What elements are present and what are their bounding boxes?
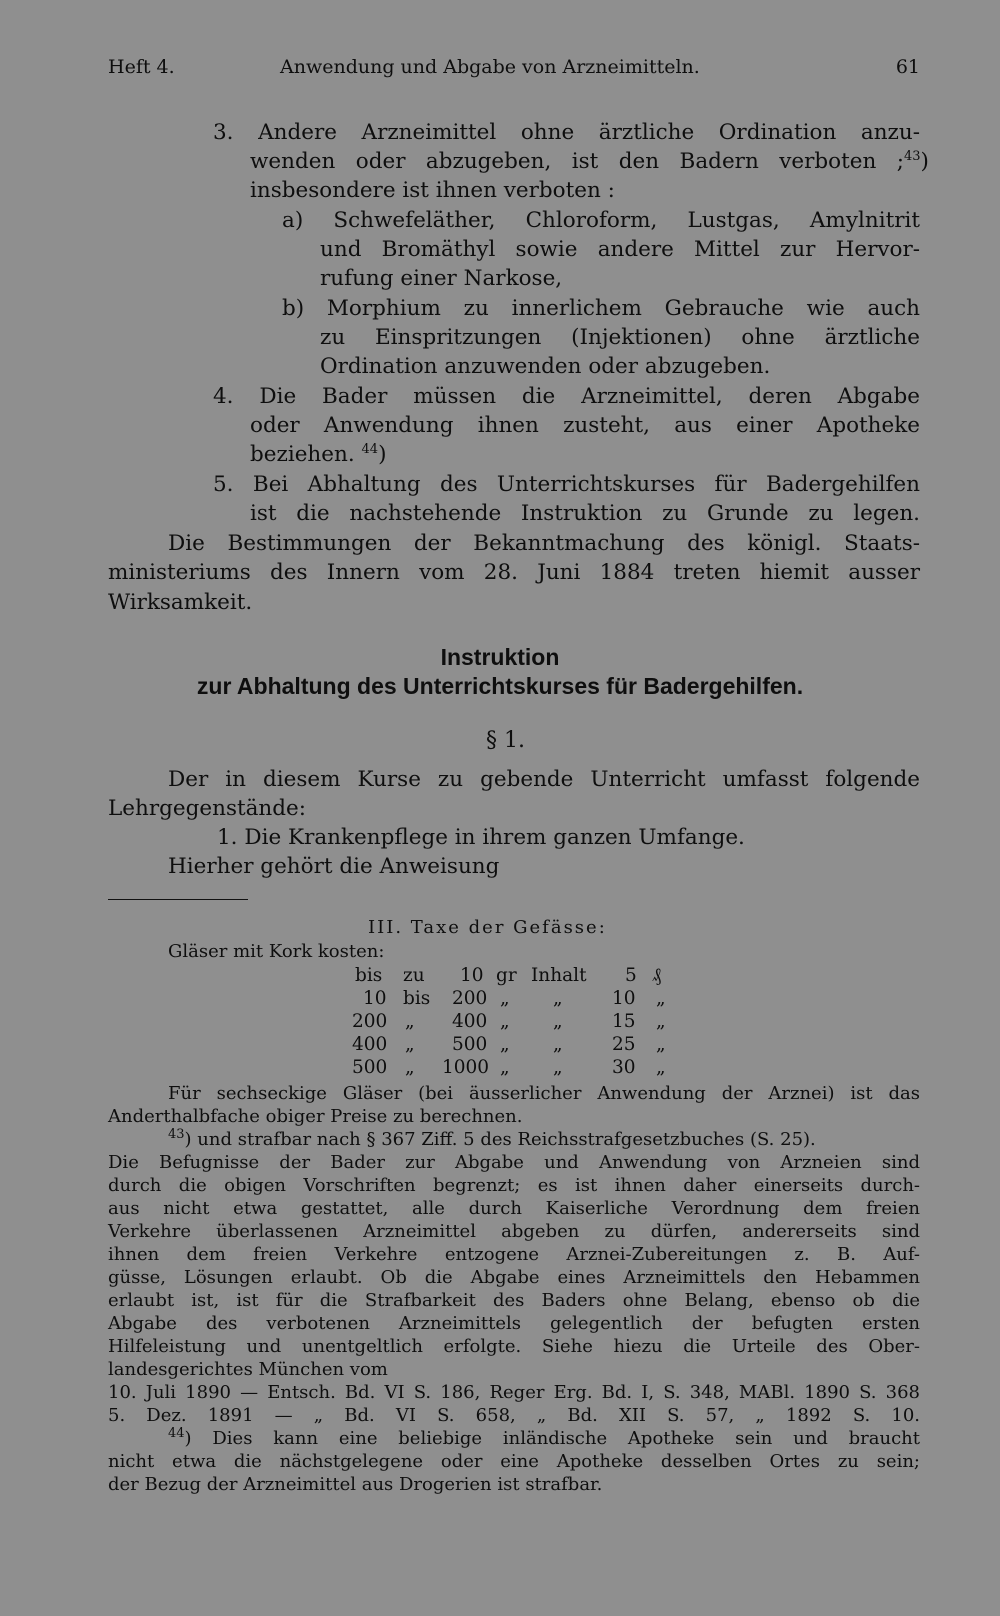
body-line: und Bromäthyl sowie andere Mittel zur Hervor- bbox=[320, 237, 920, 262]
footnote-line: der Bezug der Arzneimittel aus Drogerien ist strafbar. bbox=[108, 1474, 603, 1495]
body-line: Lehrgegenstände: bbox=[108, 796, 307, 821]
table-cell: 200 bbox=[352, 1011, 388, 1032]
list-item-1: 1. Die Krankenpflege in ihrem ganzen Umfange. bbox=[217, 825, 745, 850]
body-line: ministeriums des Innern vom 28. Juni 1884 treten hiemit ausser bbox=[108, 560, 920, 585]
footnote-line: Verkehre überlassenen Arzneimittel abgeben zu dürfen, andererseits sind bbox=[108, 1221, 920, 1242]
footnote-line: erlaubt ist, ist für die Strafbarkeit des Baders ohne Belang, ebenso ob die bbox=[108, 1290, 920, 1311]
table-cell: „ bbox=[656, 1057, 666, 1078]
footnote-line: Hilfeleistung und unentgeltlich erfolgte. Siehe hiezu die Urteile des Ober- bbox=[108, 1336, 920, 1357]
list-item-a: a) Schwefeläther, Chloroform, Lustgas, Amylnitrit bbox=[282, 208, 920, 233]
list-item-4: 4. Die Bader müssen die Arzneimittel, deren Abgabe bbox=[213, 384, 920, 409]
footnote-43: $^{43}$) und strafbar nach § 367 Ziff. 5 des Reichsstrafgesetzbuches (S. 25). bbox=[168, 1127, 816, 1150]
taxe-title: III. Taxe der Gefässe: bbox=[368, 917, 607, 938]
table-cell: „ bbox=[500, 1034, 510, 1055]
body-line: 3. Andere Arzneimittel ohne ärztliche Ordination anzu- bbox=[213, 120, 920, 145]
footnote-line: aus nicht etwa gestattet, alle durch Kaiserliche Verordnung dem freien bbox=[108, 1198, 920, 1219]
table-cell: ₰ bbox=[652, 965, 662, 986]
table-cell: bis bbox=[355, 965, 383, 986]
table-cell: bis bbox=[403, 988, 431, 1009]
table-cell: „ bbox=[656, 1034, 666, 1055]
table-cell: 1000 bbox=[442, 1057, 490, 1078]
footnote-ref-44: 44 bbox=[361, 441, 379, 457]
citation-line: 5. Dez. 1891 — „ Bd. VI S. 658, „ Bd. XII S. 57, „ 1892 S. 10. bbox=[108, 1405, 920, 1426]
table-cell: „ bbox=[553, 1011, 563, 1032]
issue-label: Heft 4. bbox=[108, 56, 175, 78]
table-cell: gr bbox=[496, 965, 517, 986]
table-cell: 500 bbox=[452, 1034, 488, 1055]
table-cell: 10 bbox=[363, 988, 387, 1009]
list-item-5: 5. Bei Abhaltung des Unterrichtskurses für Badergehilfen bbox=[213, 472, 920, 497]
table-cell: 30 bbox=[612, 1057, 636, 1078]
list-item-b: b) Morphium zu innerlichem Gebrauche wie auch bbox=[282, 296, 920, 321]
body-line: ist die nachstehende Instruktion zu Grunde zu legen. bbox=[250, 501, 920, 526]
table-cell: zu bbox=[403, 965, 425, 986]
table-cell: „ bbox=[500, 988, 510, 1009]
table-cell: „ bbox=[500, 1057, 510, 1078]
table-cell: 200 bbox=[452, 988, 488, 1009]
footnote-rule bbox=[108, 899, 248, 900]
table-cell: „ bbox=[553, 1034, 563, 1055]
table-cell: 500 bbox=[352, 1057, 388, 1078]
footnote-line: nicht etwa die nächstgelegene oder eine Apotheke desselben Ortes zu sein; bbox=[108, 1451, 920, 1472]
table-cell: 400 bbox=[452, 1011, 488, 1032]
taxe-table bbox=[0, 964, 1000, 1084]
body-line: zu Einspritzungen (Injektionen) ohne ärztliche bbox=[320, 325, 920, 350]
header-title: Anwendung und Abgabe von Arzneimitteln. bbox=[280, 56, 700, 78]
table-cell: „ bbox=[500, 1011, 510, 1032]
body-line: wenden oder abzugeben, ist den Badern verboten ; bbox=[250, 149, 904, 174]
body-line: Hierher gehört die Anweisung bbox=[168, 854, 500, 879]
footnote-line: güsse, Lösungen erlaubt. Ob die Abgabe eines Arzneimittels den Hebammen bbox=[108, 1267, 920, 1288]
body-line: Ordination anzuwenden oder abzugeben. bbox=[320, 354, 771, 379]
table-cell: 10 bbox=[612, 988, 636, 1009]
body-line: oder Anwendung ihnen zusteht, aus einer Apotheke bbox=[250, 413, 920, 438]
table-cell: „ bbox=[656, 988, 666, 1009]
footnote-ref-43: $^{43}$) bbox=[904, 148, 929, 174]
table-cell: „ bbox=[656, 1011, 666, 1032]
footnote-44: $^{44}$) Dies kann eine beliebige inländische Apotheke sein und braucht bbox=[168, 1426, 920, 1449]
table-cell: „ bbox=[553, 1057, 563, 1078]
body-line: rufung einer Narkose, bbox=[320, 266, 563, 291]
footnote-line: Abgabe des verbotenen Arzneimittels gelegentlich der befugten ersten bbox=[108, 1313, 920, 1334]
table-cell: „ bbox=[553, 988, 563, 1009]
table-cell: Inhalt bbox=[531, 965, 587, 986]
footnote-line: ihnen dem freien Verkehre entzogene Arznei-Zubereitungen z. B. Auf- bbox=[108, 1244, 920, 1265]
table-cell: „ bbox=[405, 1057, 415, 1078]
body-line: beziehen. $^{44}$) bbox=[250, 441, 387, 467]
taxe-note: Für sechseckige Gläser (bei äusserlicher Anwendung der Arznei) ist das bbox=[168, 1083, 920, 1104]
section-mark: § 1. bbox=[486, 728, 525, 753]
taxe-intro: Gläser mit Kork kosten: bbox=[168, 941, 385, 962]
page-number: 61 bbox=[895, 56, 920, 78]
footnote-line: landesgerichtes München vom bbox=[108, 1359, 388, 1380]
body-line: Die Bestimmungen der Bekanntmachung des königl. Staats- bbox=[168, 531, 920, 556]
running-header bbox=[108, 56, 920, 88]
citation-line: 10. Juli 1890 — Entsch. Bd. VI S. 186, Reger Erg. Bd. I, S. 348, MABl. 1890 S. 368 bbox=[108, 1382, 920, 1403]
table-cell: 15 bbox=[612, 1011, 636, 1032]
table-cell: „ bbox=[405, 1034, 415, 1055]
footnote-line: Die Befugnisse der Bader zur Abgabe und Anwendung von Arzneien sind bbox=[108, 1152, 920, 1173]
body-line: insbesondere ist ihnen verboten : bbox=[250, 178, 615, 203]
body-line: Wirksamkeit. bbox=[108, 590, 253, 615]
table-cell: 25 bbox=[612, 1034, 636, 1055]
table-cell: 400 bbox=[352, 1034, 388, 1055]
instruktion-title: Instruktion bbox=[440, 644, 560, 670]
taxe-note: Anderthalbfache obiger Preise zu berechnen. bbox=[108, 1106, 523, 1127]
body-line: Der in diesem Kurse zu gebende Unterricht umfasst folgende bbox=[168, 767, 920, 792]
table-cell: 5 bbox=[625, 965, 637, 986]
table-cell: 10 bbox=[460, 965, 484, 986]
instruktion-subtitle: zur Abhaltung des Unterrichtskurses für Badergehilfen. bbox=[196, 673, 804, 699]
table-cell: „ bbox=[405, 1011, 415, 1032]
footnote-line: durch die obigen Vorschriften begrenzt; es ist ihnen daher einerseits durch- bbox=[108, 1175, 920, 1196]
